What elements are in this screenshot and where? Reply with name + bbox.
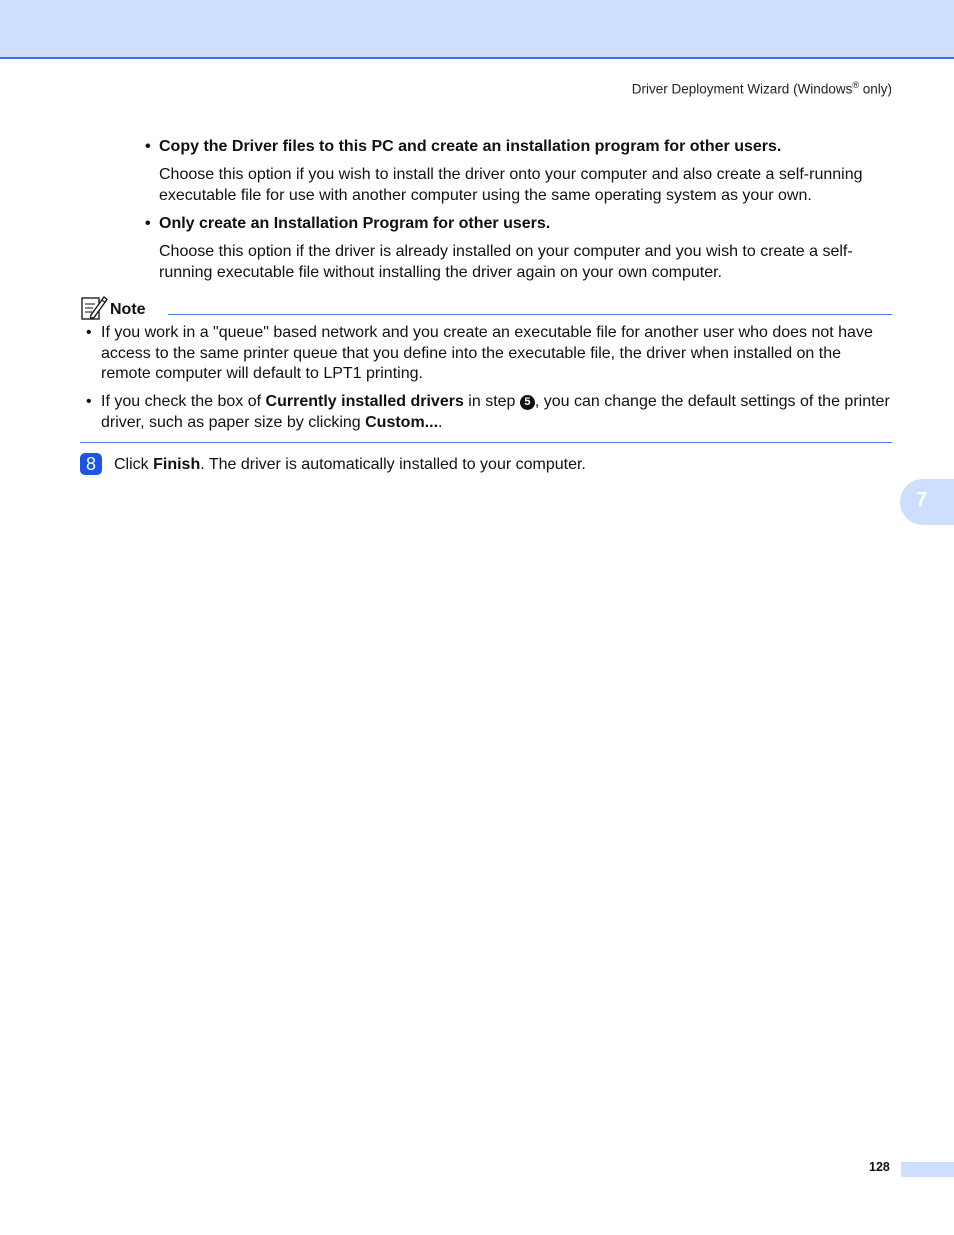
note-top-rule	[168, 314, 892, 315]
note-text-run: , you can change the default settings of the printer driver, such as paper size by clicking	[101, 393, 890, 431]
option-title	[145, 137, 895, 157]
note-header	[80, 293, 892, 319]
bullet-dot: •	[86, 393, 92, 410]
note-bottom-rule	[80, 442, 892, 443]
step-number-badge: 8	[80, 453, 102, 475]
note-item-text	[86, 392, 892, 433]
running-title-suffix: only)	[858, 81, 892, 97]
note-pencil-icon	[80, 293, 108, 321]
note-item-installed-drivers	[86, 392, 892, 433]
option-copy-driver-files	[145, 137, 895, 206]
custom-button-label: Custom...	[365, 413, 439, 431]
step-text-run: Click	[114, 456, 154, 473]
option-title-text: Copy the Driver files to this PC and create an installation program for other users.	[159, 138, 782, 155]
note-text-run: If you check the box of	[101, 393, 266, 410]
step-instruction	[114, 455, 586, 475]
step-text-run: . The driver is automatically installed to your computer.	[200, 456, 586, 473]
running-header	[632, 80, 892, 97]
note-text-run: .	[438, 413, 443, 431]
currently-installed-drivers-label: Currently installed drivers	[265, 393, 464, 410]
top-header-band	[0, 0, 954, 59]
option-installation-program-only	[145, 214, 895, 283]
option-description: Choose this option if you wish to install the driver onto your computer and also create a self-running executable file for use with another computer using the same operating system as your own.	[159, 166, 863, 204]
note-item-queue-network	[86, 323, 892, 385]
bullet-dot: •	[145, 138, 151, 155]
bullet-dot: •	[86, 324, 92, 341]
note-item-text: If you work in a "queue" based network and you create an executable file for another user who does not have access to the same printer queue that you define into the executable file, the driver when installed on the remote computer will default to LPT1 printing.	[101, 324, 873, 382]
registered-mark: ®	[852, 80, 859, 90]
option-description: Choose this option if the driver is already installed on your computer and you wish to create a self-running executable file without installing the driver again on your own computer.	[159, 243, 853, 281]
note-label: Note	[110, 301, 146, 318]
option-title	[145, 214, 895, 234]
running-title-prefix: Driver Deployment Wizard (Windows	[631, 81, 853, 97]
chapter-number: 7	[916, 489, 928, 511]
page-number-bar	[901, 1162, 954, 1177]
note-text-run: in step	[463, 393, 520, 410]
option-title-text: Only create an Installation Program for other users.	[159, 215, 551, 232]
bullet-dot: •	[145, 215, 151, 232]
finish-button-label: Finish	[153, 456, 201, 473]
step-5-reference-icon: 5	[520, 395, 535, 410]
chapter-tab	[900, 479, 954, 525]
page-number: 128	[869, 1160, 890, 1174]
